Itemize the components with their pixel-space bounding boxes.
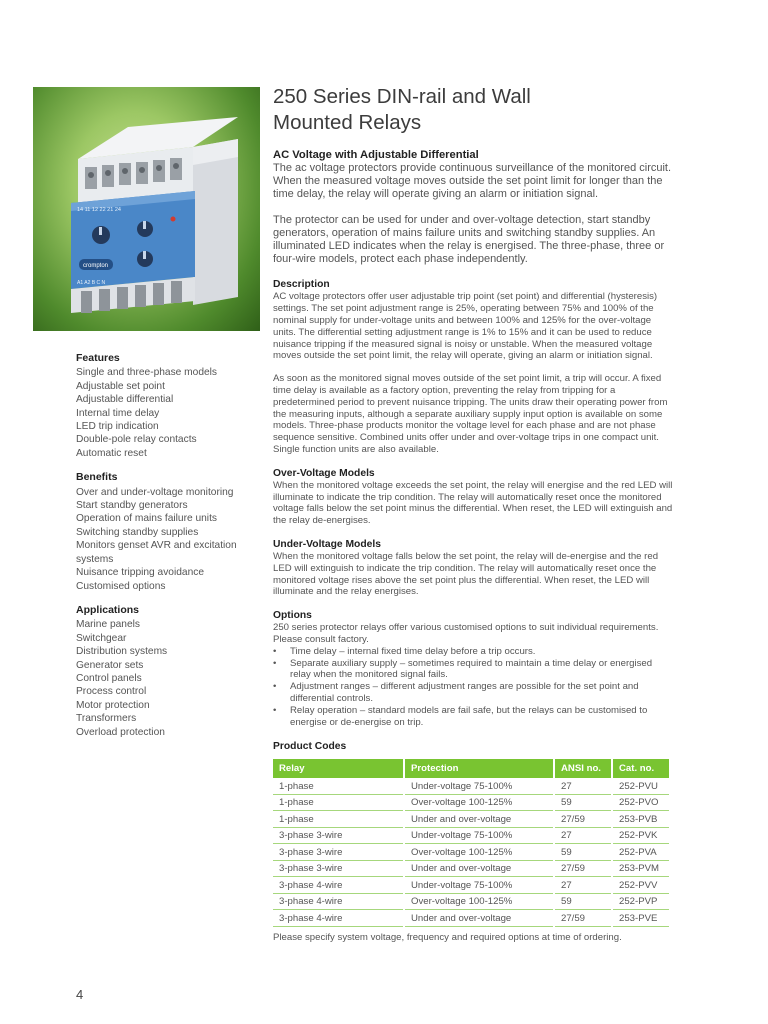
table-cell: Under-voltage 75-100% [404,877,554,894]
table-row [273,877,669,894]
features-section [76,352,256,460]
list-item: Marine panels [76,619,140,631]
list-item: Monitors genset AVR and excitation systems [76,540,237,565]
under-voltage-text: When the monitored voltage falls below the set point, the relay will de-energise and the red LED will extinguish to indicate the trip condition. The relay will automatically reset once the monitored voltage rises above the set point plus the differential. When reset, the LED will illuminate and the relay energises. [273,550,659,598]
list-item: Distribution systems [76,646,168,658]
table-header-row [273,759,669,778]
options-text: 250 series protector relays offer various customised options to suit individual requirements. Please consult factory. [273,622,659,645]
main-content [273,84,673,952]
list-item: Double-pole relay contacts [76,434,197,446]
column-header: Relay [273,759,404,778]
table-cell: 3-phase 4-wire [273,893,404,910]
table-cell: 27 [554,877,612,894]
list-item: LED trip indication [76,421,159,433]
table-row [273,860,669,877]
page-title [273,84,673,136]
table-cell: 252-PVV [612,877,669,894]
table-cell: 252-PVK [612,827,669,844]
table-cell: Under-voltage 75-100% [404,778,554,794]
benefits-heading: Benefits [76,471,118,484]
list-item: Adjustable set point [76,380,165,392]
product-photo [33,87,260,331]
table-cell: 253-PVB [612,811,669,828]
table-row [273,827,669,844]
table-cell: 3-phase 4-wire [273,877,404,894]
table-cell: 27 [554,827,612,844]
list-item: • Time delay – internal fixed time delay before a trip occurs. [273,646,673,658]
table-cell: 3-phase 3-wire [273,844,404,861]
list-item: Single and three-phase models [76,367,218,379]
description-paragraph-2: As soon as the monitored signal moves outside of the set point limit, a trip will occur. A fixed time delay is available as a factory option, preventing the relay from tripping for a predetermined period to prevent nuisance tripping. The units draw their operating power from the measuring inputs, although a separate auxiliary supply input option is available on some models. Three-phase products monitor the voltage level for each phase and are not phase sequence sensitive. Combined units offer under and over-voltage trips in one compact unit. Single function units are also available. [273,373,668,455]
table-row [273,794,669,811]
relay-illustration [33,87,260,331]
description-paragraph-1: AC voltage protectors offer user adjustable trip point (set point) and differential (hysteresis) settings. The set point adjustment range is 25%, operating between 75% and 100% of the nominal supply for under-voltage units and between 100% and 125% for the over-voltage units. The differential setting adjustment range is 1% to 15% and it can be used to reduce nuisance tripping if the measured signal is noisy or unstable. When the measured voltage moves outside the set point limit, the relay will operate, giving an alarm or initiation signal. [273,291,658,362]
list-item: Switching standby supplies [76,526,199,538]
applications-section [76,604,256,739]
applications-list [76,618,256,739]
list-item: Internal time delay [76,407,160,419]
list-item: Overload protection [76,726,165,738]
table-cell: Under and over-voltage [404,811,554,828]
list-item: Automatic reset [76,447,147,459]
benefits-list [76,486,256,593]
page-title-line-2: Mounted Relays [273,111,422,134]
table-cell: Under and over-voltage [404,910,554,927]
page-number: 4 [76,987,84,1002]
list-item: • Relay operation – standard models are fail safe, but the relays can be customised to energise or de-energise on trip. [273,705,673,729]
list-item: Operation of mains failure units [76,513,217,525]
table-cell: 253-PVM [612,860,669,877]
table-cell: 59 [554,893,612,910]
table-cell: 3-phase 4-wire [273,910,404,927]
table-cell: 252-PVP [612,893,669,910]
over-voltage-heading: Over-Voltage Models [273,467,375,479]
table-cell: Under-voltage 75-100% [404,827,554,844]
table-cell: 252-PVU [612,778,669,794]
list-item: Motor protection [76,699,150,711]
terminal-numbers-top: 14 11 12 22 21 24 [77,207,121,213]
options-heading: Options [273,610,312,622]
list-item: Start standby generators [76,500,188,512]
list-item: Over and under-voltage monitoring [76,486,234,498]
table-cell: 3-phase 3-wire [273,827,404,844]
section-heading: AC Voltage with Adjustable Differential [273,149,479,161]
table-cell: 3-phase 3-wire [273,860,404,877]
options-list [273,646,673,729]
page-title-line-1: 250 Series DIN-rail and Wall [273,85,531,108]
list-item: • Separate auxiliary supply – sometimes required to maintain a time delay or energised relay when the monitored signal fails. [273,658,673,682]
list-item: Generator sets [76,659,144,671]
table-cell: 27/59 [554,811,612,828]
table-cell: 1-phase [273,778,404,794]
list-item: Adjustable differential [76,394,174,406]
table-cell: 1-phase [273,794,404,811]
table-row [273,778,669,794]
table-cell: 27 [554,778,612,794]
description-heading: Description [273,279,330,291]
column-header: Cat. no. [612,759,669,778]
table-cell: Over-voltage 100-125% [404,794,554,811]
product-codes-heading: Product Codes [273,741,347,753]
list-item: Nuisance tripping avoidance [76,567,204,579]
column-header: ANSI no. [554,759,612,778]
table-footnote: Please specify system voltage, frequency and required options at time of ordering. [273,931,622,943]
table-cell: 27/59 [554,860,612,877]
product-codes-table [273,759,669,927]
list-item: Switchgear [76,632,127,644]
benefits-section [76,471,256,593]
table-cell: 59 [554,794,612,811]
terminal-numbers-bottom: A1 A2 B C N [77,280,106,286]
applications-heading: Applications [76,603,140,616]
intro-paragraph-1: The ac voltage protectors provide continuous surveillance of the monitored circuit. When the measured voltage moves outside the set point limit for longer than the time delay, the relay will operate giving an alarm or initiation signal. [273,162,672,201]
led-icon [171,217,176,222]
table-cell: 252-PVO [612,794,669,811]
list-item: Transformers [76,713,137,725]
intro-paragraph-2: The protector can be used for under and over-voltage detection, start standby generators, operation of mains failure units and switching standby supplies. An illuminated LED indicates when the relay is energised. The three-phase, three or four-wire models, protect each phase independently. [273,213,665,266]
list-item: Customised options [76,580,166,592]
list-item: • Adjustment ranges – different adjustment ranges are possible for the set point and differential controls. [273,681,673,705]
table-row [273,910,669,927]
table-cell: Over-voltage 100-125% [404,893,554,910]
brand-label: crompton [83,263,109,269]
column-header: Protection [404,759,554,778]
features-list [76,366,256,460]
table-row [273,893,669,910]
over-voltage-text: When the monitored voltage exceeds the set point, the relay will energise and the red LED will illuminate to indicate the trip condition. The relay will automatically reset once the monitored voltage falls below the set point minus the differential. When reset, the LED will extinguish and the relay de-energises. [273,479,673,527]
table-cell: 252-PVA [612,844,669,861]
table-cell: 59 [554,844,612,861]
table-cell: 1-phase [273,811,404,828]
under-voltage-heading: Under-Voltage Models [273,538,381,550]
list-item: Control panels [76,672,142,684]
table-cell: Under and over-voltage [404,860,554,877]
table-row [273,811,669,828]
list-item: Process control [76,686,147,698]
table-cell: Over-voltage 100-125% [404,844,554,861]
table-cell: 253-PVE [612,910,669,927]
sidebar [76,352,256,750]
features-heading: Features [76,352,120,364]
table-row [273,844,669,861]
table-cell: 27/59 [554,910,612,927]
